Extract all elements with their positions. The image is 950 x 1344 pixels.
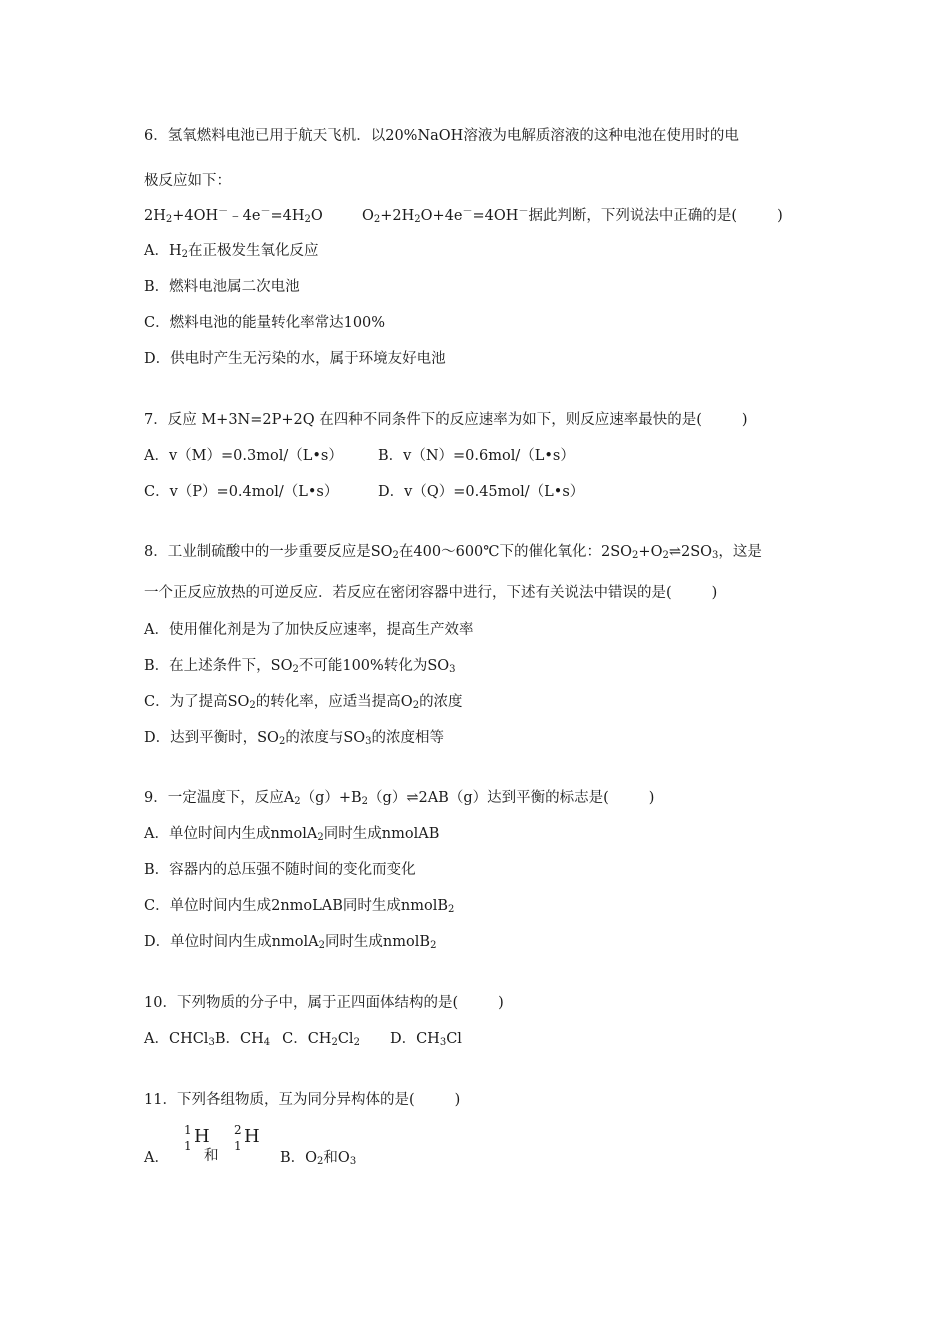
q6-option-c: C．燃料电池的能量转化率常达100% [144, 315, 386, 331]
q7-stem: 7．反应 M+3N=2P+2Q 在四种不同条件下的反应速率为如下，则反应速率最快的是( ) [144, 412, 748, 428]
q7-option-c: C．v（P）=0.4mol/（L•s） [144, 484, 339, 500]
q11-option-a-label: A． [144, 1150, 169, 1166]
q8-option-b: B．在上述条件下，$SO_2$不可能100%转化为$SO_3$ [144, 658, 456, 675]
q7-option-a: A．v（M）=0.3mol/（L•s） [144, 448, 343, 464]
q11-and-text: 和 [204, 1148, 219, 1164]
q10-stem: 10．下列物质的分子中，属于正四面体结构的是( ) [144, 995, 504, 1011]
q6-option-b: B．燃料电池属二次电池 [144, 279, 300, 295]
q11-option-b: B．$O_2$和$O_3$ [280, 1150, 357, 1167]
q7-option-b: B．v（N）=0.6mol/（L•s） [378, 448, 575, 464]
q6-equations: $2H_2+4OH^-﹣4e^-=4H_2O$ $O_2+2H_2O+4e^-=4OH^-$据此判断，下列说法中正确的是( ) [144, 206, 783, 225]
q8-stem-line2: 一个正反应放热的可逆反应．若反应在密闭容器中进行，下述有关说法中错误的是( ) [144, 585, 718, 601]
q6-stem-line2: 极反应如下： [144, 173, 231, 189]
q9-option-d: D．单位时间内生成nmolA$_2$同时生成nmolB$_2$ [144, 934, 437, 951]
q6-option-a: A．$H_2$在正极发生氧化反应 [144, 243, 319, 260]
q9-option-b: B．容器内的总压强不随时间的变化而变化 [144, 862, 416, 878]
q11-stem: 11．下列各组物质，互为同分异构体的是( ) [144, 1092, 461, 1108]
q6-equation-1: $2H_2+4OH^-﹣4e^-=4H_2O$ [144, 206, 323, 225]
q11-isotope-h1: 1 1 H [184, 1123, 210, 1153]
q11-isotope-h2: 2 1 H [234, 1123, 260, 1153]
q9-option-c: C．单位时间内生成2nmoLAB同时生成nmolB$_2$ [144, 898, 455, 915]
q8-option-d: D．达到平衡时，$SO_2$的浓度与$SO_3$的浓度相等 [144, 730, 445, 747]
q7-option-d: D．v（Q）=0.45mol/（L•s） [378, 484, 585, 500]
q9-stem: 9．一定温度下，反应$A_2(g)+B_2(g)\rightleftharpoons 2AB(g)$达到平衡的标志是( ) [144, 790, 655, 807]
q8-option-a: A．使用催化剂是为了加快反应速率，提高生产效率 [144, 622, 474, 638]
q10-options: A．CHCl$_3$B．$CH_4$ C．$CH_2Cl_2$ D．$CH_3Cl$ [144, 1031, 462, 1048]
q9-option-a: A．单位时间内生成nmolA$_2$同时生成nmolAB [144, 826, 440, 843]
q6-equation-2: $O_2+2H_2O+4e^-=4OH^-$据此判断，下列说法中正确的是( [362, 206, 738, 225]
q6-option-d: D．供电时产生无污染的水，属于环境友好电池 [144, 351, 446, 367]
q8-option-c: C．为了提高$SO_2$的转化率，应适当提高$O_2$的浓度 [144, 694, 463, 711]
q6-stem-line1: 6．氢氧燃料电池已用于航天飞机．以20%NaOH溶液为电解质溶液的这种电池在使用时的电 [144, 128, 739, 144]
q8-stem-line1: 8．工业制硫酸中的一步重要反应是$SO_2$在400～600℃下的催化氧化：$2SO_2+O_2\rightleftharpoons 2SO_3$，这是 [144, 544, 762, 561]
q6-number: 6． [144, 128, 168, 144]
